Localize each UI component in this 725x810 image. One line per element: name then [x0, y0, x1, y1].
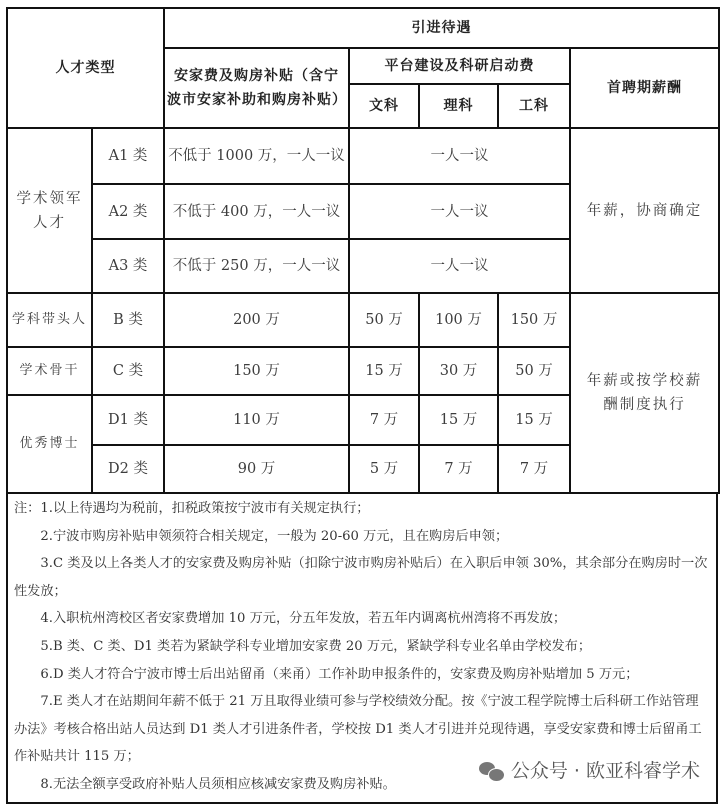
class-cell: C 类: [92, 347, 164, 395]
salary-a: 年薪，协商确定: [570, 128, 719, 293]
header-startup: 平台建设及科研启动费: [349, 48, 570, 84]
note-4: 4.入职杭州湾校区者安家费增加 10 万元，分五年发放，若五年内调离杭州湾将不再发放；: [40, 611, 567, 627]
wechat-icon: [479, 762, 505, 782]
note-8: 8.无法全额享受政府补贴人员须相应核减安家费及购房补贴。: [40, 776, 396, 792]
liberal-arts-cell: 7 万: [349, 395, 419, 445]
housing-cell: 110 万: [164, 395, 349, 445]
note-3: 3.C 类及以上各类人才的安家费及购房补贴（扣除宁波市购房补贴后）在入职后申领 30%，其余部分在购房时一次性发放；: [14, 556, 708, 599]
note-5: 5.B 类、C 类、D1 类若为紧缺学科专业增加安家费 20 万元，紧缺学科专业名单由学校发布；: [40, 638, 592, 654]
liberal-arts-cell: 50 万: [349, 293, 419, 347]
class-cell: A1 类: [92, 128, 164, 184]
engineering-cell: 150 万: [498, 293, 570, 347]
class-cell: D1 类: [92, 395, 164, 445]
group-outstanding-phd: 优秀博士: [7, 395, 92, 493]
header-salary: 首聘期薪酬: [570, 48, 719, 128]
watermark: [475, 756, 704, 788]
note-6: 6.D 类人才符合宁波市博士后出站留甬（来甬）工作补助申报条件的，安家费及购房补贴增加 5 万元；: [40, 666, 639, 682]
salary-bd: 年薪或按学校薪酬制度执行: [570, 293, 719, 493]
class-cell: D2 类: [92, 445, 164, 493]
science-cell: 100 万: [419, 293, 498, 347]
header-engineering: 工科: [498, 84, 570, 128]
engineering-cell: 7 万: [498, 445, 570, 493]
group-backbone: 学术骨干: [7, 347, 92, 395]
notes-section: [6, 494, 718, 804]
header-science: 理科: [419, 84, 498, 128]
startup-cell: 一人一议: [349, 239, 570, 293]
liberal-arts-cell: 5 万: [349, 445, 419, 493]
engineering-cell: 50 万: [498, 347, 570, 395]
housing-cell: 200 万: [164, 293, 349, 347]
watermark-text: 公众号 · 欧亚科睿学术: [510, 760, 700, 783]
talent-benefits-table: [6, 7, 720, 494]
class-cell: A3 类: [92, 239, 164, 293]
group-academic-leader: 学术领军人才: [7, 128, 92, 293]
talent-benefits-document: [6, 7, 718, 804]
header-housing: 安家费及购房补贴（含宁波市安家补助和购房补贴）: [164, 48, 349, 128]
note-2: 2.宁波市购房补贴申领须符合相关规定，一般为 20-60 万元，且在购房后申领；: [40, 528, 509, 544]
header-benefits: 引进待遇: [164, 8, 719, 48]
science-cell: 15 万: [419, 395, 498, 445]
science-cell: 7 万: [419, 445, 498, 493]
liberal-arts-cell: 15 万: [349, 347, 419, 395]
class-cell: A2 类: [92, 184, 164, 239]
science-cell: 30 万: [419, 347, 498, 395]
housing-cell: 150 万: [164, 347, 349, 395]
housing-cell: 不低于 250 万，一人一议: [164, 239, 349, 293]
engineering-cell: 15 万: [498, 395, 570, 445]
housing-cell: 不低于 1000 万，一人一议: [164, 128, 349, 184]
group-discipline-head: 学科带头人: [7, 293, 92, 347]
header-liberal-arts: 文科: [349, 84, 419, 128]
header-talent-type: 人才类型: [7, 8, 164, 128]
housing-cell: 90 万: [164, 445, 349, 493]
housing-cell: 不低于 400 万，一人一议: [164, 184, 349, 239]
note-7: 7.E 类人才在站期间年薪不低于 21 万且取得业绩可参与学校绩效分配。按《宁波工程学院博士后科研工作站管理办法》考核合格出站人员达到 D1 类人才引进条件者，学校按 D1 类人才引进并兑现待遇，享受安家费和博士后留甬工作补贴共计 115 万；: [14, 694, 702, 765]
startup-cell: 一人一议: [349, 128, 570, 184]
startup-cell: 一人一议: [349, 184, 570, 239]
class-cell: B 类: [92, 293, 164, 347]
note-1: 注：1.以上待遇均为税前，扣税政策按宁波市有关规定执行；: [14, 501, 370, 516]
